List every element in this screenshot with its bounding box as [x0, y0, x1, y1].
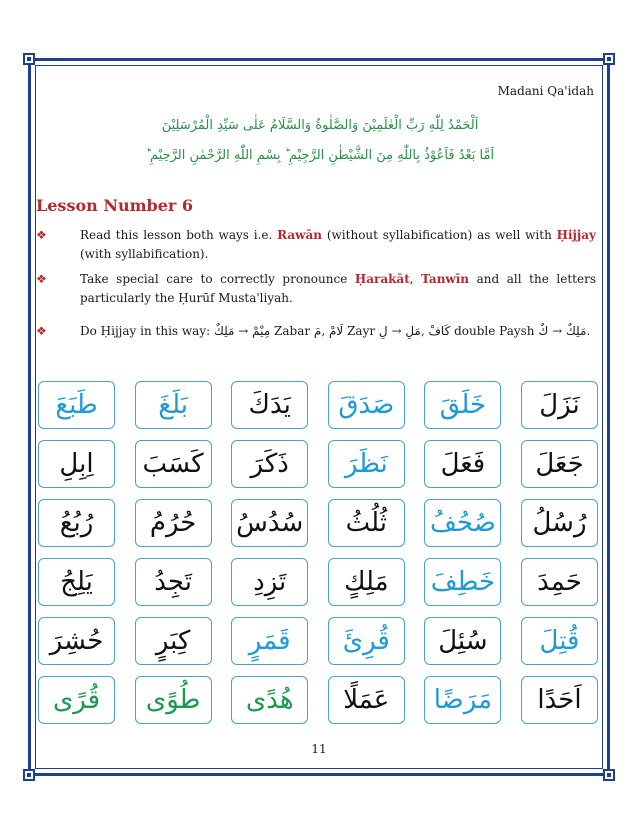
word-cell: يَلِجُ [38, 558, 115, 606]
word-cell: عَمَلًا [328, 676, 405, 724]
word-cell: حُرُمُ [135, 499, 212, 547]
lesson-title: Lesson Number 6 [36, 196, 194, 215]
instruction-text: Take special care to correctly pronounce Ḥarakāt, Tanwīn and all the letters particularly the Ḥurūf Musta'liyah. [80, 272, 596, 305]
word-cell: رُبُعُ [38, 499, 115, 547]
word-cell: قُرِئَ [328, 617, 405, 665]
word-cell: خَطِفَ [424, 558, 501, 606]
instruction-bullet-2 [36, 270, 596, 308]
word-cell: كِبَرٍ [135, 617, 212, 665]
word-cell: كَسَبَ [135, 440, 212, 488]
word-cell: جَعَلَ [521, 440, 598, 488]
word-cell: تَزِدِ [231, 558, 308, 606]
instruction-bullet-1 [36, 226, 596, 264]
word-cell: طُوًى [135, 676, 212, 724]
word-cell: اِبِلِ [38, 440, 115, 488]
word-cell: خَلَقَ [424, 381, 501, 429]
word-cell: فَعَلَ [424, 440, 501, 488]
instruction-text: Read this lesson both ways i.e. Rawān (without syllabification) as well with Ḥijjay (with syllabification). [80, 228, 596, 261]
opening-dua-line-1: اَلْحَمْدُ لِلّٰهِ رَبِّ الْعٰلَمِيْنَ وَالصَّلٰوةُ وَالسَّلَامُ عَلٰى سَيِّدِ الْمُرْسَلِيْنَ [161, 118, 479, 133]
word-cell: بَلَغَ [135, 381, 212, 429]
word-cell: نَزَلَ [521, 381, 598, 429]
word-cell: قَمَرٍ [231, 617, 308, 665]
page-number: 11 [311, 742, 327, 756]
book-title: Madani Qa'idah [497, 84, 594, 98]
word-cell: مَلِكٍ [328, 558, 405, 606]
word-cell: نَظَرَ [328, 440, 405, 488]
word-cell: حُشِرَ [38, 617, 115, 665]
word-cell: قُرًى [38, 676, 115, 724]
word-cell: تَجِدُ [135, 558, 212, 606]
word-cell: سُئِلَ [424, 617, 501, 665]
word-cell: حَمِدَ [521, 558, 598, 606]
instruction-bullet-3 [36, 320, 596, 342]
word-cell: سُدُسُ [231, 499, 308, 547]
word-cell: مَرَضًا [424, 676, 501, 724]
corner-ornament-bottom-left [23, 769, 35, 781]
word-cell: رُسُلُ [521, 499, 598, 547]
instruction-text: Do Ḥijjay in this way: مَلِكٌ → مِيْمْ Zabar مَ, لَامْ Zayr لِ → مَلِ, كَافْ double Paysh كٌ → مَلِكٌ. [80, 324, 591, 338]
bullet-diamond-icon: ❖ [36, 272, 47, 286]
word-cell: طَبَعَ [38, 381, 115, 429]
word-cell: ذَكَرَ [231, 440, 308, 488]
bullet-diamond-icon: ❖ [36, 228, 47, 242]
corner-ornament-bottom-right [603, 769, 615, 781]
word-grid [38, 381, 598, 725]
corner-ornament-top-left [23, 53, 35, 65]
word-cell: يَدَكَ [231, 381, 308, 429]
word-cell: قُتِلَ [521, 617, 598, 665]
word-cell: هُدًى [231, 676, 308, 724]
corner-ornament-top-right [603, 53, 615, 65]
word-cell: اَحَدًا [521, 676, 598, 724]
word-cell: صَدَقَ [328, 381, 405, 429]
word-cell: صُحُفُ [424, 499, 501, 547]
word-cell: ثُلُثُ [328, 499, 405, 547]
bullet-diamond-icon: ❖ [36, 324, 47, 338]
opening-dua-line-2: اَمَّا بَعْدُ فَاَعُوْذُ بِاللّٰهِ مِنَ الشَّيْطٰنِ الرَّجِيْمِ ؕ بِسْمِ اللّٰهِ الرَّحْمٰنِ الرَّحِيْمِ ؕ [145, 148, 495, 163]
